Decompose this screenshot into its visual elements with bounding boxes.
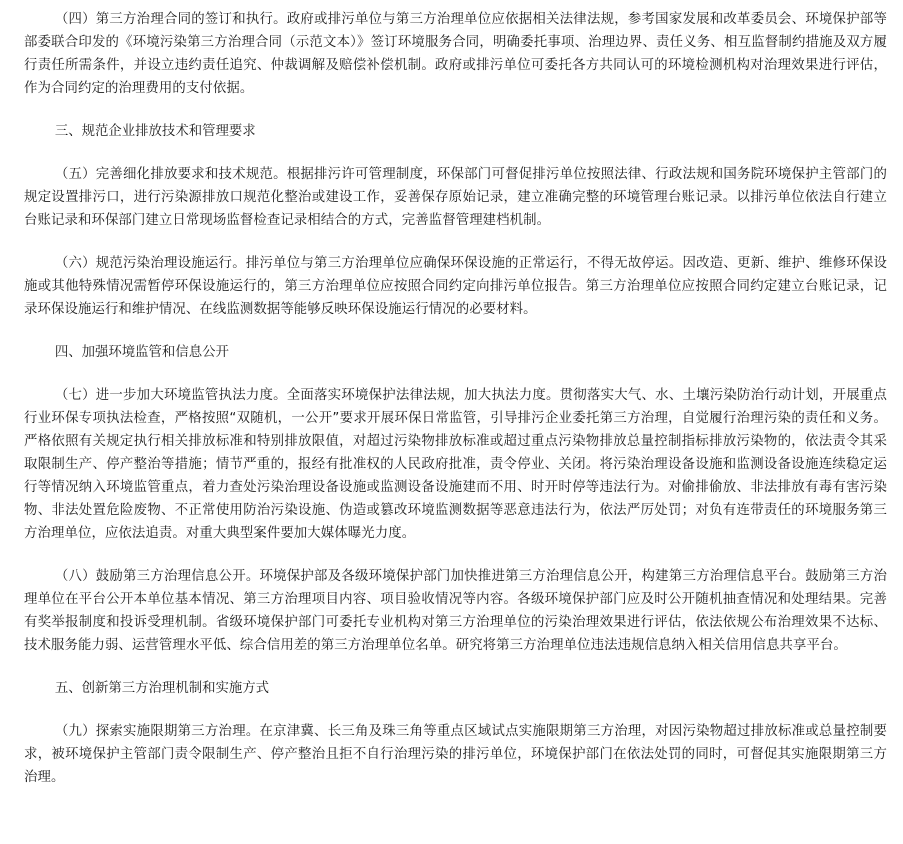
paragraph-7: （七）进一步加大环境监管执法力度。全面落实环境保护法律法规，加大执法力度。贯彻落实大气、水、土壤污染防治行动计划，开展重点行业环保专项执法检查，严格按照“双随机，一公开”要求开展环保日常监管，引导排污企业委托第三方治理，自觉履行治理污染的责任和义务。严格依照有关规定执行相关排放标准和特别排放限值，对超过污染物排放标准或超过重点污染物排放总量控制指标排放污染物的，依法责令其采取限制生产、停产整治等措施；情节严重的，报经有批准权的人民政府批准，责令停业、关闭。将污染治理设备设施和监测设备设施连续稳定运行等情况纳入环境监管重点，着力查处污染治理设备设施或监测设备设施建而不用、时开时停等违法行为。对偷排偷放、非法排放有毒有害污染物、非法处置危险废物、不正常使用防治污染设施、伪造或篡改环境监测数据等恶意违法行为，依法严厉处罚；对负有连带责任的环境服务第三方治理单位，应依法追责。对重大典型案件要加大媒体曝光力度。 [24,388,887,541]
section-heading-5: 五、创新第三方治理机制和实施方式 [54,681,270,696]
paragraph-8: （八）鼓励第三方治理信息公开。环境保护部及各级环境保护部门加快推进第三方治理信息公开，构建第三方治理信息平台。鼓励第三方治理单位在平台公开本单位基本情况、第三方治理项目内容、项目验收情况等内容。各级环境保护部门应及时公开随机抽查情况和处理结果。完善有奖举报制度和投诉受理机制。省级环境保护部门可委托专业机构对第三方治理单位的污染治理效果进行评估，依法依规公布治理效果不达标、技术服务能力弱、运营管理水平低、综合信用差的第三方治理单位名单。研究将第三方治理单位违法违规信息纳入相关信用信息共享平台。 [24,569,887,653]
paragraph-4: （四）第三方治理合同的签订和执行。政府或排污单位与第三方治理单位应依据相关法律法规，参考国家发展和改革委员会、环境保护部等部委联合印发的《环境污染第三方治理合同（示范文本）》签订环境服务合同，明确委托事项、治理边界、责任义务、相互监督制约措施及双方履行责任所需条件，并设立违约责任追究、仲裁调解及赔偿补偿机制。政府或排污单位可委托各方共同认可的环境检测机构对治理效果进行评估，作为合同约定的治理费用的支付依据。 [24,12,887,96]
paragraph-9: （九）探索实施限期第三方治理。在京津冀、长三角及珠三角等重点区域试点实施限期第三方治理，对因污染物超过排放标准或总量控制要求，被环境保护主管部门责令限制生产、停产整治且拒不自行治理污染的排污单位，环境保护部门在依法处罚的同时，可督促其实施限期第三方治理。 [24,724,887,785]
section-heading-3: 三、规范企业排放技术和管理要求 [54,124,256,139]
paragraph-6: （六）规范污染治理设施运行。排污单位与第三方治理单位应确保环保设施的正常运行，不得无故停运。因改造、更新、维护、维修环保设施或其他特殊情况需暂停环保设施运行的，第三方治理单位应按照合同约定向排污单位报告。第三方治理单位应按照合同约定建立台账记录，记录环保设施运行和维护情况、在线监测数据等能够反映环保设施运行情况的必要材料。 [24,256,887,317]
section-heading-4: 四、加强环境监管和信息公开 [54,345,229,360]
paragraph-5: （五）完善细化排放要求和技术规范。根据排污许可管理制度，环保部门可督促排污单位按照法律、行政法规和国务院环境保护主管部门的规定设置排污口，进行污染源排放口规范化整治或建设工作，妥善保存原始记录，建立准确完整的环境管理台账记录。以排污单位依法自行建立台账记录和环保部门建立日常现场监督检查记录相结合的方式，完善监督管理建档机制。 [24,167,887,228]
